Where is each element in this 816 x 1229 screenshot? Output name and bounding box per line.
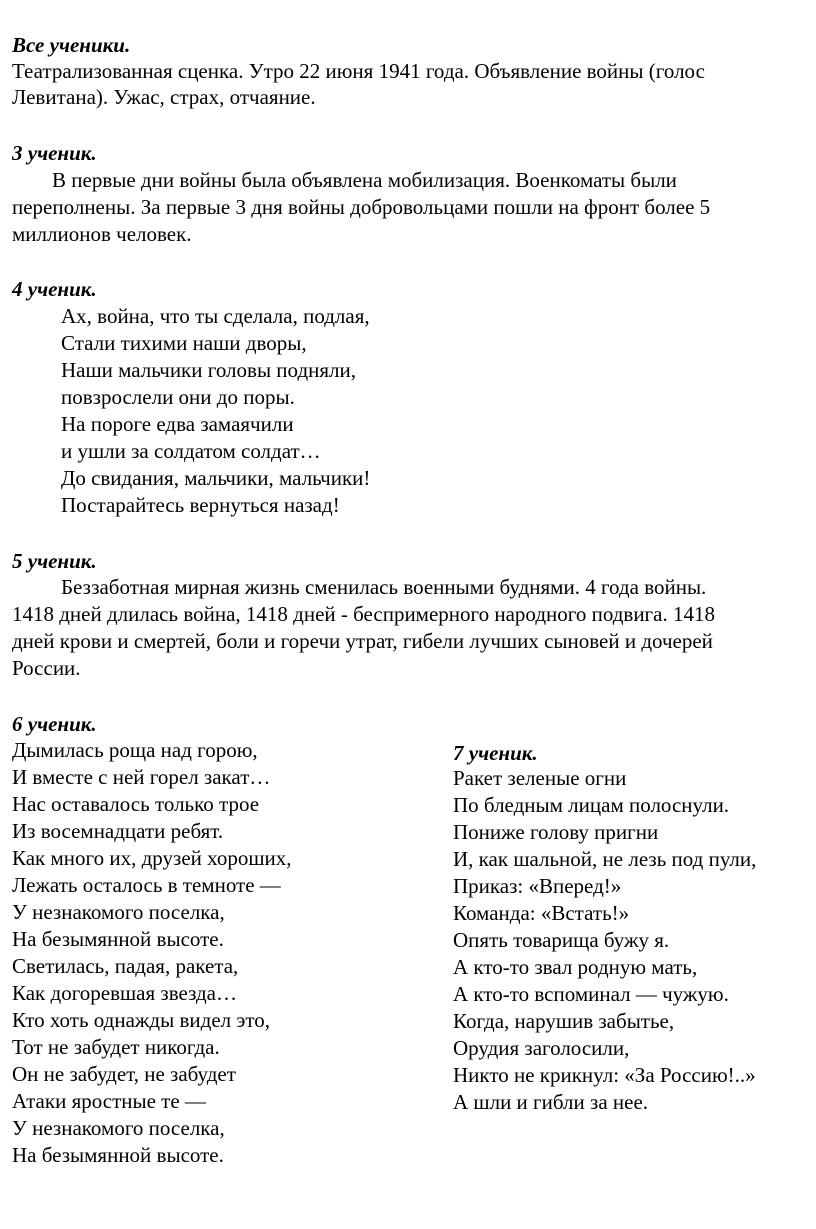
poem-line: У незнакомого поселка, [12, 1116, 225, 1140]
poem-line: А шли и гибли за нее. [453, 1090, 649, 1114]
poem-line: Тот не забудет никогда. [12, 1035, 220, 1059]
poem-line: По бледным лицам полоснули. [453, 793, 730, 817]
poem-line: Пониже голову пригни [453, 820, 659, 844]
heading-all-students: Все ученики. [12, 33, 131, 57]
heading-student-6: 6 ученик. [12, 712, 97, 736]
poem-line: Он не забудет, не забудет [12, 1062, 236, 1086]
paragraph-line: Левитана). Ужас, страх, отчаяние. [12, 85, 316, 109]
paragraph-line: дней крови и смертей, боли и горечи утрат, гибели лучших сыновей и дочерей [12, 629, 713, 653]
poem-line: Светилась, падая, ракета, [12, 954, 239, 978]
poem-line: На пороге едва замаячили [61, 412, 294, 436]
poem-line: Никто не крикнул: «За Россию!..» [453, 1063, 756, 1087]
poem-line: На безымянной высоте. [12, 927, 224, 951]
poem-line: Из восемнадцати ребят. [12, 819, 224, 843]
paragraph-line: России. [12, 656, 81, 680]
heading-student-7: 7 ученик. [453, 741, 538, 765]
poem-line: На безымянной высоте. [12, 1143, 224, 1167]
poem-line: Приказ: «Вперед!» [453, 874, 622, 898]
poem-line: Ракет зеленые огни [453, 766, 627, 790]
poem-line: Кто хоть однажды видел это, [12, 1008, 271, 1032]
poem-line: Как догоревшая звезда… [12, 981, 238, 1005]
paragraph-line: Театрализованная сценка. Утро 22 июня 1941 года. Объявление войны (голос [12, 59, 705, 83]
poem-line: Команда: «Встать!» [453, 901, 630, 925]
poem-line: У незнакомого поселка, [12, 900, 225, 924]
paragraph-line: 1418 дней длилась война, 1418 дней - беспримерного народного подвига. 1418 [12, 602, 715, 626]
poem-line: Как много их, друзей хороших, [12, 846, 292, 870]
poem-line: повзрослели они до поры. [61, 385, 295, 409]
poem-line: Лежать осталось в темноте — [12, 873, 281, 897]
poem-line: Орудия заголосили, [453, 1036, 630, 1060]
paragraph-line: Беззаботная мирная жизнь сменилась военными буднями. 4 года войны. [61, 575, 707, 599]
poem-line: Атаки яростные те — [12, 1089, 206, 1113]
poem-line: Ах, война, что ты сделала, подлая, [61, 304, 370, 328]
poem-line: Постарайтесь вернуться назад! [61, 493, 340, 517]
poem-line: Дымилась роща над горою, [12, 738, 258, 762]
poem-line: Нас оставалось только трое [12, 792, 260, 816]
poem-line: И вместе с ней горел закат… [12, 765, 271, 789]
heading-student-4: 4 ученик. [12, 277, 97, 301]
poem-line: А кто-то звал родную мать, [453, 955, 698, 979]
heading-student-5: 5 ученик. [12, 549, 97, 573]
paragraph-line: В первые дни войны была объявлена мобилизация. Военкоматы были [52, 168, 677, 192]
poem-line: Стали тихими наши дворы, [61, 331, 307, 355]
poem-line: А кто-то вспоминал — чужую. [453, 982, 729, 1006]
poem-line: и ушли за солдатом солдат… [61, 439, 321, 463]
poem-line: И, как шальной, не лезь под пули, [453, 847, 757, 871]
poem-line: Опять товарища бужу я. [453, 928, 670, 952]
poem-line: Когда, нарушив забытье, [453, 1009, 675, 1033]
paragraph-line: переполнены. За первые 3 дня войны добровольцами пошли на фронт более 5 [12, 195, 711, 219]
poem-line: До свидания, мальчики, мальчики! [61, 466, 371, 490]
poem-line: Наши мальчики головы подняли, [61, 358, 356, 382]
paragraph-line: миллионов человек. [12, 222, 192, 246]
heading-student-3: 3 ученик. [12, 141, 97, 165]
